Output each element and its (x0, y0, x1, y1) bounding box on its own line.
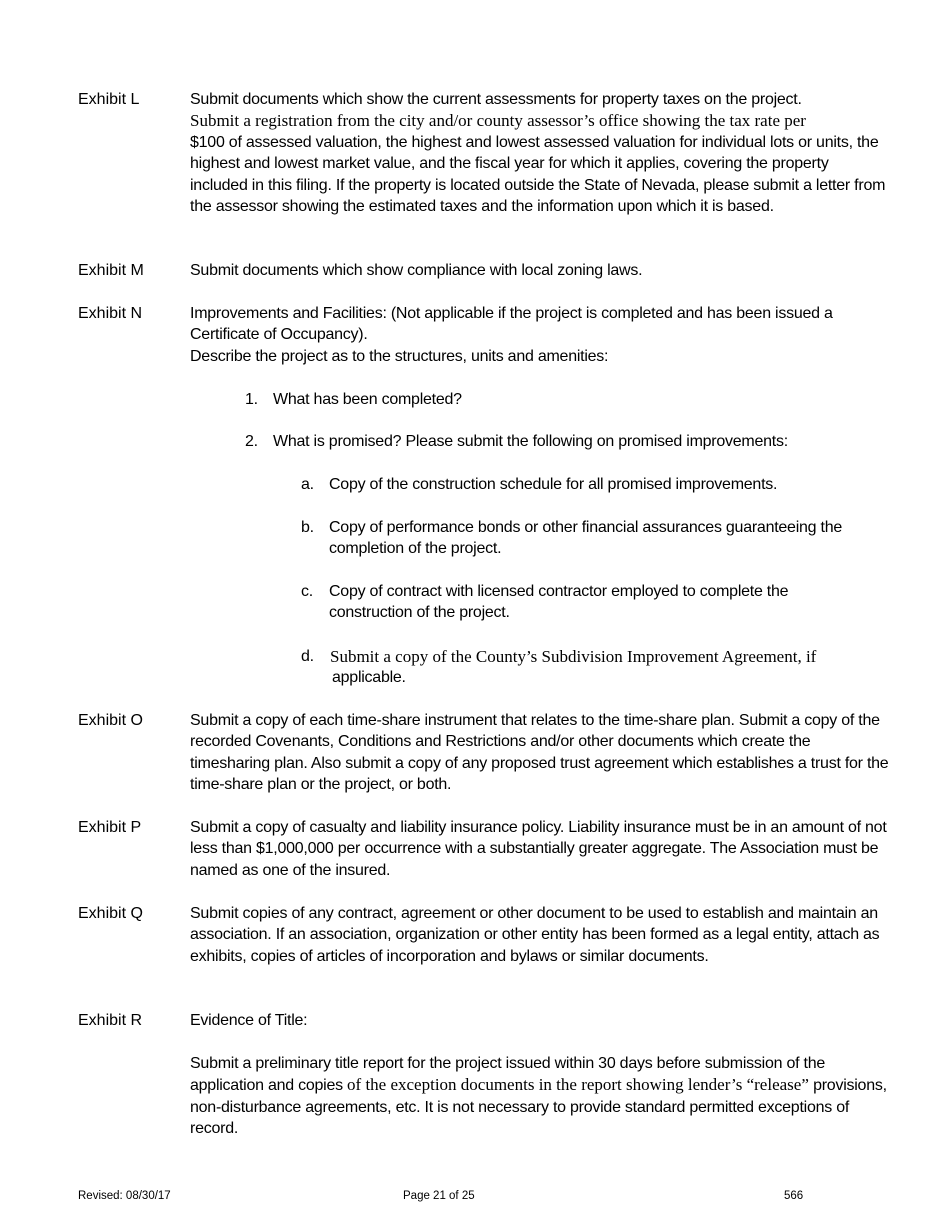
exhibit-r-text-b: of the exception documents in the report showing lender’s “release” (347, 1075, 809, 1095)
sub-list-text: Submit a copy of the County’s Subdivision Improvement Agreement, if (330, 647, 817, 666)
sub-list-text: Copy of performance bonds or other financial assurances guaranteeing the completion of the project. (329, 519, 842, 558)
exhibit-m-text: Submit documents which show compliance with local zoning laws. (190, 262, 643, 279)
exhibit-r-text-c: provisions, non-disturbance agreements, etc. It is not necessary to provide standard permitted exceptions of record. (190, 1077, 887, 1138)
exhibit-p-text: Submit a copy of casualty and liability insurance policy. Liability insurance must be in an amount of not less than $1,000,000 per occurrence with a substantially greater aggregate. The Association must be named as one of the insured. (190, 819, 887, 879)
footer-page-number: Page 21 of 25 (403, 1190, 475, 1202)
sub-list-letter: a. (301, 476, 314, 493)
list-number: 1. (245, 391, 258, 408)
exhibit-r-text-a: Submit a preliminary title report for the project issued within 30 days before submission of the application and copies (190, 1055, 825, 1095)
exhibit-label: Exhibit R (78, 1012, 143, 1029)
exhibit-r-text (190, 1053, 892, 1140)
list-text: What is promised? Please submit the following on promised improvements: (273, 433, 788, 450)
exhibit-l-text (190, 89, 890, 217)
sub-list-text-cont: applicable. (332, 669, 406, 686)
list-text: What has been completed? (273, 391, 462, 408)
exhibit-label: Exhibit N (78, 305, 143, 322)
exhibit-label: Exhibit Q (78, 905, 143, 922)
exhibit-label: Exhibit M (78, 262, 144, 279)
sub-list-text: Copy of contract with licensed contractor employed to complete the construction of the project. (329, 583, 789, 622)
sub-list-letter: c. (301, 583, 313, 600)
exhibit-o-text: Submit a copy of each time-share instrument that relates to the time-share plan. Submit a copy of the recorded Covenants, Conditions and Restrictions and/or other documents which create the timesharing plan. Also submit a copy of any proposed trust agreement which establishes a trust for the time-share plan or the project, or both. (190, 712, 889, 794)
exhibit-label: Exhibit P (78, 819, 142, 836)
exhibit-q-text: Submit copies of any contract, agreement or other document to be used to establish and maintain an association. If an association, organization or other entity has been formed as a legal entity, attach as exhibits, copies of articles of incorporation and bylaws or similar documents. (190, 905, 880, 965)
footer-revised: Revised: 08/30/17 (78, 1190, 171, 1202)
exhibit-label: Exhibit O (78, 712, 143, 729)
exhibit-label: Exhibit L (78, 91, 140, 108)
sub-list-text: Copy of the construction schedule for all promised improvements. (329, 476, 778, 493)
exhibit-l-line2: Submit a registration from the city and/or county assessor’s office showing the tax rate per (190, 111, 806, 131)
exhibit-l-line1: Submit documents which show the current assessments for property taxes on the project. (190, 91, 802, 108)
footer-code: 566 (784, 1190, 804, 1202)
exhibit-n-text (190, 303, 890, 367)
sub-list-letter: d. (301, 648, 314, 665)
sub-list-letter: b. (301, 519, 314, 536)
exhibit-n-text1: Improvements and Facilities: (Not applicable if the project is completed and has been issued a Certificate of Occupancy). (190, 305, 833, 344)
exhibit-r-heading: Evidence of Title: (190, 1012, 308, 1029)
exhibit-l-rest: $100 of assessed valuation, the highest and lowest assessed valuation for individual lots or units, the highest and lowest market value, and the fiscal year for which it applies, covering the property included in this filing. If the property is located outside the State of Nevada, please submit a letter from the assessor showing the estimated taxes and the information upon which it is based. (190, 133, 886, 216)
list-number: 2. (245, 433, 258, 450)
exhibit-n-text2: Describe the project as to the structures, units and amenities: (190, 347, 609, 365)
